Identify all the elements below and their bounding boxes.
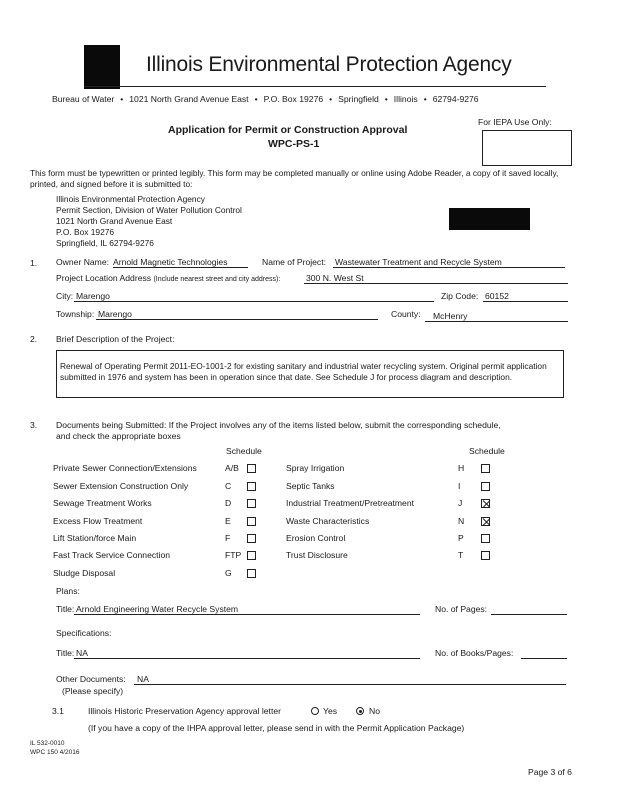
address-separator: •	[329, 94, 333, 104]
schedule-item-label: Sewage Treatment Works	[53, 498, 152, 508]
specifications-label: Specifications:	[56, 628, 112, 638]
schedule-checkbox[interactable]	[247, 482, 256, 491]
specs-title-underline	[74, 658, 420, 659]
schedule-code: H	[458, 463, 465, 473]
schedule-checkbox[interactable]	[247, 464, 256, 473]
schedule-code: T	[458, 550, 464, 560]
plans-pages-field[interactable]	[491, 614, 567, 615]
section-3-number: 3.	[30, 420, 38, 430]
township-field[interactable]: Marengo	[98, 309, 132, 319]
schedule-item-label: Septic Tanks	[286, 481, 335, 491]
redacted-logo	[84, 45, 120, 89]
address-part: Springfield	[338, 94, 379, 104]
schedule-code: J	[458, 498, 463, 508]
other-documents-underline	[134, 684, 566, 685]
location-underline	[304, 283, 568, 284]
address-separator: •	[254, 94, 258, 104]
schedule-checkbox[interactable]	[247, 534, 256, 543]
schedule-code: FTP	[225, 550, 242, 560]
books-pages-label: No. of Books/Pages:	[435, 648, 514, 658]
county-field[interactable]: McHenry	[433, 311, 468, 321]
documents-intro-line1: Documents being Submitted: If the Project involves any of the items listed below, submit the corresponding schedule,	[56, 420, 501, 430]
address-separator: •	[384, 94, 388, 104]
redacted-block	[449, 208, 530, 230]
plans-pages-label: No. of Pages:	[435, 604, 488, 614]
schedule-checkbox[interactable]	[247, 517, 256, 526]
mail-line: 1021 North Grand Avenue East	[56, 216, 173, 226]
address-separator: •	[120, 94, 124, 104]
city-underline	[74, 301, 434, 302]
schedule-checkbox[interactable]	[481, 464, 490, 473]
books-pages-field[interactable]	[521, 658, 567, 659]
form-title: Application for Permit or Construction Approval	[168, 124, 408, 136]
iepa-use-label: For IEPA Use Only:	[478, 117, 552, 127]
plans-title-field[interactable]: Arnold Engineering Water Recycle System	[76, 604, 239, 614]
schedule-checkbox[interactable]	[481, 551, 490, 560]
schedule-code: N	[458, 516, 465, 526]
schedule-item-label: Spray Irrigation	[286, 463, 345, 473]
schedule-code: D	[225, 498, 232, 508]
page-number: Page 3 of 6	[528, 767, 572, 777]
address-part: 1021 North Grand Avenue East	[129, 94, 249, 104]
schedule-checkbox[interactable]	[481, 517, 490, 526]
county-label: County:	[391, 309, 421, 319]
schedule-code: I	[458, 481, 461, 491]
schedule-checkbox[interactable]	[481, 499, 490, 508]
project-underline	[333, 267, 565, 268]
ihpa-yes-label: Yes	[323, 706, 338, 716]
plans-label: Plans:	[56, 586, 80, 596]
form-version: WPC 150 4/2016	[30, 749, 80, 756]
section-2-number: 2.	[30, 334, 38, 344]
ihpa-no-label: No	[369, 706, 380, 716]
agency-title: Illinois Environmental Protection Agency	[146, 53, 512, 76]
mail-line: Springfield, IL 62794-9276	[56, 238, 154, 248]
ihpa-label: Illinois Historic Preservation Agency approval letter	[88, 706, 281, 716]
owner-label: Owner Name:	[56, 257, 110, 267]
documents-intro-line2: and check the appropriate boxes	[56, 431, 181, 441]
form-code: IL 532-0010	[30, 740, 65, 747]
location-address-field[interactable]: 300 N. West St	[306, 273, 364, 283]
project-description-field[interactable]: Renewal of Operating Permit 2011-EO-1001-2 for existing sanitary and industrial water recycling system. Original permit application submitted in 1976 and system has been in operation since that date. See Schedule J for process diagram and description.	[56, 350, 564, 398]
schedule-checkbox[interactable]	[247, 499, 256, 508]
specs-title-field[interactable]: NA	[76, 648, 88, 658]
schedule-code: C	[225, 481, 232, 491]
project-name-label: Name of Project:	[262, 257, 326, 267]
schedule-item-label: Private Sewer Connection/Extensions	[53, 463, 197, 473]
owner-name-field[interactable]: Arnold Magnetic Technologies	[113, 257, 228, 267]
ihpa-yes-radio[interactable]	[311, 707, 319, 715]
ihpa-no-radio[interactable]	[356, 707, 364, 715]
zip-underline	[483, 301, 568, 302]
section-1-number: 1.	[30, 258, 38, 268]
schedule-item-label: Fast Track Service Connection	[53, 550, 171, 560]
other-documents-label: Other Documents:	[56, 674, 126, 684]
instructions-text: This form must be typewritten or printed legibly. This form may be completed manually or online using Adobe Reader, a copy of it saved locally, printed, and signed before it is submitted to:	[30, 168, 559, 189]
address-part: Bureau of Water	[52, 94, 115, 104]
specs-title-label: Title:	[56, 648, 75, 658]
mail-line: Permit Section, Division of Water Pollution Control	[56, 205, 242, 215]
schedule-item-label: Lift Station/force Main	[53, 533, 137, 543]
section-31-number: 3.1	[52, 706, 64, 716]
schedule-checkbox[interactable]	[247, 569, 256, 578]
address-part: P.O. Box 19276	[263, 94, 324, 104]
schedule-item-label: Sewer Extension Construction Only	[53, 481, 189, 491]
schedule-item-label: Trust Disclosure	[286, 550, 348, 560]
other-documents-field[interactable]: NA	[137, 674, 149, 684]
plans-title-label: Title:	[56, 604, 75, 614]
header-divider	[84, 86, 546, 87]
address-part: Illinois	[393, 94, 418, 104]
schedule-code: F	[225, 533, 231, 543]
county-underline	[425, 321, 568, 322]
schedule-code: A/B	[225, 463, 239, 473]
mail-line: Illinois Environmental Protection Agency	[56, 194, 205, 204]
township-label: Township:	[56, 309, 95, 319]
city-field[interactable]: Marengo	[76, 291, 110, 301]
zip-field[interactable]: 60152	[485, 291, 509, 301]
schedule-item-label: Erosion Control	[286, 533, 346, 543]
schedule-item-label: Waste Characteristics	[286, 516, 370, 526]
address-part: 62794-9276	[432, 94, 479, 104]
location-label: Project Location Address (Include nearest street and city address):	[56, 273, 281, 283]
schedule-item-label: Industrial Treatment/Pretreatment	[286, 498, 415, 508]
schedule-checkbox[interactable]	[481, 534, 490, 543]
schedule-header-right: Schedule	[469, 446, 505, 456]
schedule-item-label: Sludge Disposal	[53, 568, 116, 578]
schedule-code: G	[225, 568, 232, 578]
project-name-field[interactable]: Wastewater Treatment and Recycle System	[335, 257, 502, 267]
mailing-address	[56, 194, 242, 249]
schedule-header-left: Schedule	[226, 446, 262, 456]
township-underline	[96, 319, 378, 320]
schedule-code: P	[458, 533, 464, 543]
city-label: City:	[56, 291, 74, 301]
schedule-checkbox[interactable]	[481, 482, 490, 491]
owner-underline	[113, 267, 248, 268]
description-label: Brief Description of the Project:	[56, 334, 175, 344]
plans-title-underline	[74, 614, 420, 615]
address-separator: •	[423, 94, 427, 104]
schedule-checkbox[interactable]	[247, 551, 256, 560]
schedule-item-label: Excess Flow Treatment	[53, 516, 143, 526]
please-specify-note: (Please specify)	[62, 686, 124, 696]
iepa-use-box	[482, 130, 572, 166]
agency-address	[52, 94, 485, 104]
ihpa-note: (If you have a copy of the IHPA approval letter, please send in with the Permit Application Package)	[88, 723, 465, 733]
form-code-title: WPC-PS-1	[268, 138, 320, 150]
zip-label: Zip Code:	[441, 291, 479, 301]
mail-line: P.O. Box 19276	[56, 227, 115, 237]
schedule-code: E	[225, 516, 231, 526]
